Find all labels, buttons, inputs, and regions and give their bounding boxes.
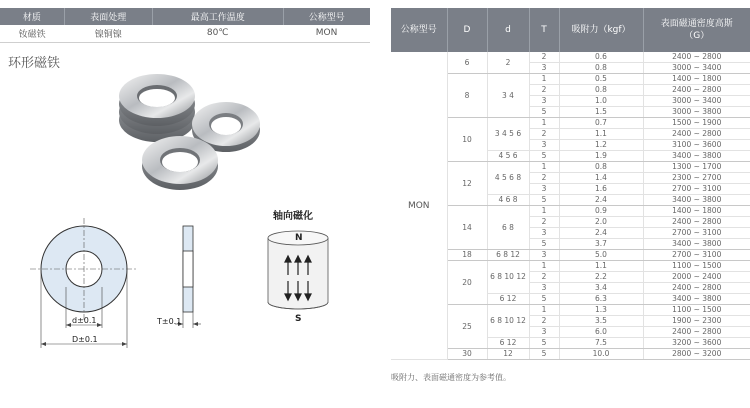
magnet-spec-table [391, 8, 750, 360]
thickness-cell: 5 [529, 349, 559, 360]
spec-header-row [0, 8, 370, 25]
force-cell: 0.9 [559, 206, 643, 217]
force-cell: 1.6 [559, 184, 643, 195]
inner-diameter-cell: 4 5 6 [487, 151, 529, 162]
force-cell: 10.0 [559, 349, 643, 360]
thickness-cell: 2 [529, 217, 559, 228]
flux-cell: 3400 ~ 3800 [643, 151, 750, 162]
header-force: 吸附力（kgf） [559, 8, 643, 52]
flux-cell: 2400 ~ 2800 [643, 129, 750, 140]
outer-diameter-cell: 12 [447, 162, 487, 206]
thickness-cell: 2 [529, 129, 559, 140]
header-T: T [529, 8, 559, 52]
header-flux-line2: （G） [684, 31, 710, 41]
flux-cell: 1500 ~ 1900 [643, 118, 750, 129]
force-cell: 1.3 [559, 305, 643, 316]
model-cell: MON [391, 52, 447, 360]
flux-cell: 1400 ~ 1800 [643, 74, 750, 85]
ring-magnet-photo [110, 68, 270, 198]
thickness-cell: 2 [529, 173, 559, 184]
thickness-cell: 5 [529, 195, 559, 206]
spec-table [0, 8, 370, 43]
force-cell: 7.5 [559, 338, 643, 349]
flux-cell: 2400 ~ 2800 [643, 217, 750, 228]
outer-diameter-cell: 25 [447, 305, 487, 349]
spec-surface: 镍铜镍 [64, 25, 152, 42]
inner-diameter-cell: 6 12 [487, 294, 529, 305]
stacked-rings [119, 74, 195, 142]
table-body [391, 52, 750, 360]
thickness-cell: 1 [529, 118, 559, 129]
D-dimension-label: D±0.1 [72, 335, 98, 344]
pole-s-label: S [295, 314, 302, 324]
flux-cell: 2400 ~ 2800 [643, 52, 750, 63]
force-cell: 2.4 [559, 195, 643, 206]
thickness-cell: 5 [529, 239, 559, 250]
d-dimension-label: d±0.1 [72, 316, 97, 325]
flux-cell: 3000 ~ 3800 [643, 107, 750, 118]
ring-side-view [175, 226, 201, 328]
thickness-cell: 5 [529, 107, 559, 118]
header-model: 公称型号 [391, 8, 447, 52]
spec-model: MON [283, 25, 370, 42]
thickness-cell: 1 [529, 261, 559, 272]
flux-cell: 2700 ~ 3100 [643, 184, 750, 195]
force-cell: 2.0 [559, 217, 643, 228]
thickness-cell: 3 [529, 228, 559, 239]
ring-front-view [30, 218, 138, 348]
flux-cell: 1100 ~ 1500 [643, 261, 750, 272]
inner-diameter-cell: 12 [487, 349, 529, 360]
inner-diameter-cell: 3 4 5 6 [487, 118, 529, 151]
flux-cell: 3000 ~ 3400 [643, 63, 750, 74]
spec-max-temp: 80℃ [152, 25, 283, 42]
spec-header-material: 材质 [0, 8, 64, 25]
outer-diameter-cell: 20 [447, 261, 487, 305]
thickness-cell: 3 [529, 96, 559, 107]
thickness-cell: 3 [529, 327, 559, 338]
spec-header-model: 公称型号 [283, 8, 370, 25]
thickness-cell: 3 [529, 63, 559, 74]
spec-row [0, 25, 370, 42]
flux-cell: 2700 ~ 3100 [643, 250, 750, 261]
force-cell: 0.8 [559, 63, 643, 74]
thickness-cell: 1 [529, 305, 559, 316]
force-cell: 3.5 [559, 316, 643, 327]
force-cell: 0.5 [559, 74, 643, 85]
outer-diameter-cell: 10 [447, 118, 487, 162]
thickness-cell: 2 [529, 85, 559, 96]
spec-header-max-temp: 最高工作温度 [152, 8, 283, 25]
force-cell: 6.0 [559, 327, 643, 338]
axial-magnetization-title: 轴向磁化 [273, 211, 313, 222]
table-row [391, 52, 750, 63]
inner-diameter-cell: 3 4 [487, 74, 529, 118]
spec-header-surface: 表面处理 [64, 8, 152, 25]
force-cell: 1.5 [559, 107, 643, 118]
force-cell: 1.1 [559, 129, 643, 140]
header-D: D [447, 8, 487, 52]
inner-diameter-cell: 6 8 [487, 206, 529, 250]
thickness-cell: 1 [529, 162, 559, 173]
inner-diameter-cell: 6 8 10 12 [487, 261, 529, 294]
footnote: 吸附力、表面磁通密度为参考值。 [391, 373, 511, 382]
outer-diameter-cell: 14 [447, 206, 487, 250]
flux-cell: 2000 ~ 2400 [643, 272, 750, 283]
technical-drawing [0, 190, 380, 405]
flux-cell: 3100 ~ 3600 [643, 140, 750, 151]
flux-cell: 1300 ~ 1700 [643, 162, 750, 173]
thickness-cell: 2 [529, 316, 559, 327]
header-flux [643, 8, 750, 52]
thickness-cell: 2 [529, 272, 559, 283]
force-cell: 2.4 [559, 228, 643, 239]
spec-material: 钕磁铁 [0, 25, 64, 42]
flux-cell: 2400 ~ 2800 [643, 327, 750, 338]
flux-cell: 1900 ~ 2300 [643, 316, 750, 327]
inner-diameter-cell: 6 8 10 12 [487, 305, 529, 338]
thickness-cell: 3 [529, 283, 559, 294]
thickness-cell: 3 [529, 250, 559, 261]
force-cell: 3.4 [559, 283, 643, 294]
thickness-cell: 1 [529, 206, 559, 217]
flux-cell: 2400 ~ 2800 [643, 283, 750, 294]
single-ring-front [142, 136, 218, 190]
force-cell: 0.8 [559, 162, 643, 173]
flux-cell: 3200 ~ 3600 [643, 338, 750, 349]
thickness-cell: 3 [529, 184, 559, 195]
force-cell: 1.9 [559, 151, 643, 162]
force-cell: 1.0 [559, 96, 643, 107]
thickness-cell: 2 [529, 52, 559, 63]
outer-diameter-cell: 8 [447, 74, 487, 118]
force-cell: 0.6 [559, 52, 643, 63]
flux-cell: 2700 ~ 3100 [643, 228, 750, 239]
thickness-cell: 5 [529, 338, 559, 349]
force-cell: 0.8 [559, 85, 643, 96]
force-cell: 3.7 [559, 239, 643, 250]
thickness-cell: 3 [529, 140, 559, 151]
inner-diameter-cell: 4 5 6 8 [487, 162, 529, 195]
flux-cell: 2300 ~ 2700 [643, 173, 750, 184]
inner-diameter-cell: 2 [487, 52, 529, 74]
force-cell: 2.2 [559, 272, 643, 283]
outer-diameter-cell: 30 [447, 349, 487, 360]
outer-diameter-cell: 6 [447, 52, 487, 74]
section-heading: 环形磁铁 [8, 56, 61, 71]
inner-diameter-cell: 6 8 12 [487, 250, 529, 261]
thickness-cell: 5 [529, 294, 559, 305]
flux-cell: 1400 ~ 1800 [643, 206, 750, 217]
outer-diameter-cell: 18 [447, 250, 487, 261]
force-cell: 0.7 [559, 118, 643, 129]
inner-diameter-cell: 6 12 [487, 338, 529, 349]
flux-cell: 3400 ~ 3800 [643, 239, 750, 250]
header-flux-line1: 表面磁通密度高斯 [660, 19, 733, 29]
flux-cell: 3400 ~ 3800 [643, 294, 750, 305]
force-cell: 6.3 [559, 294, 643, 305]
flux-cell: 3000 ~ 3400 [643, 96, 750, 107]
table-header-row [391, 8, 750, 52]
flux-cell: 1100 ~ 1500 [643, 305, 750, 316]
force-cell: 5.0 [559, 250, 643, 261]
thickness-cell: 1 [529, 74, 559, 85]
flux-cell: 3400 ~ 3800 [643, 195, 750, 206]
flux-cell: 2400 ~ 2800 [643, 85, 750, 96]
inner-diameter-cell: 4 6 8 [487, 195, 529, 206]
force-cell: 1.1 [559, 261, 643, 272]
header-d: d [487, 8, 529, 52]
force-cell: 1.4 [559, 173, 643, 184]
T-dimension-label: T±0.1 [157, 317, 182, 326]
force-cell: 1.2 [559, 140, 643, 151]
flux-cell: 2800 ~ 3200 [643, 349, 750, 360]
pole-n-label: N [295, 233, 303, 243]
thickness-cell: 5 [529, 151, 559, 162]
